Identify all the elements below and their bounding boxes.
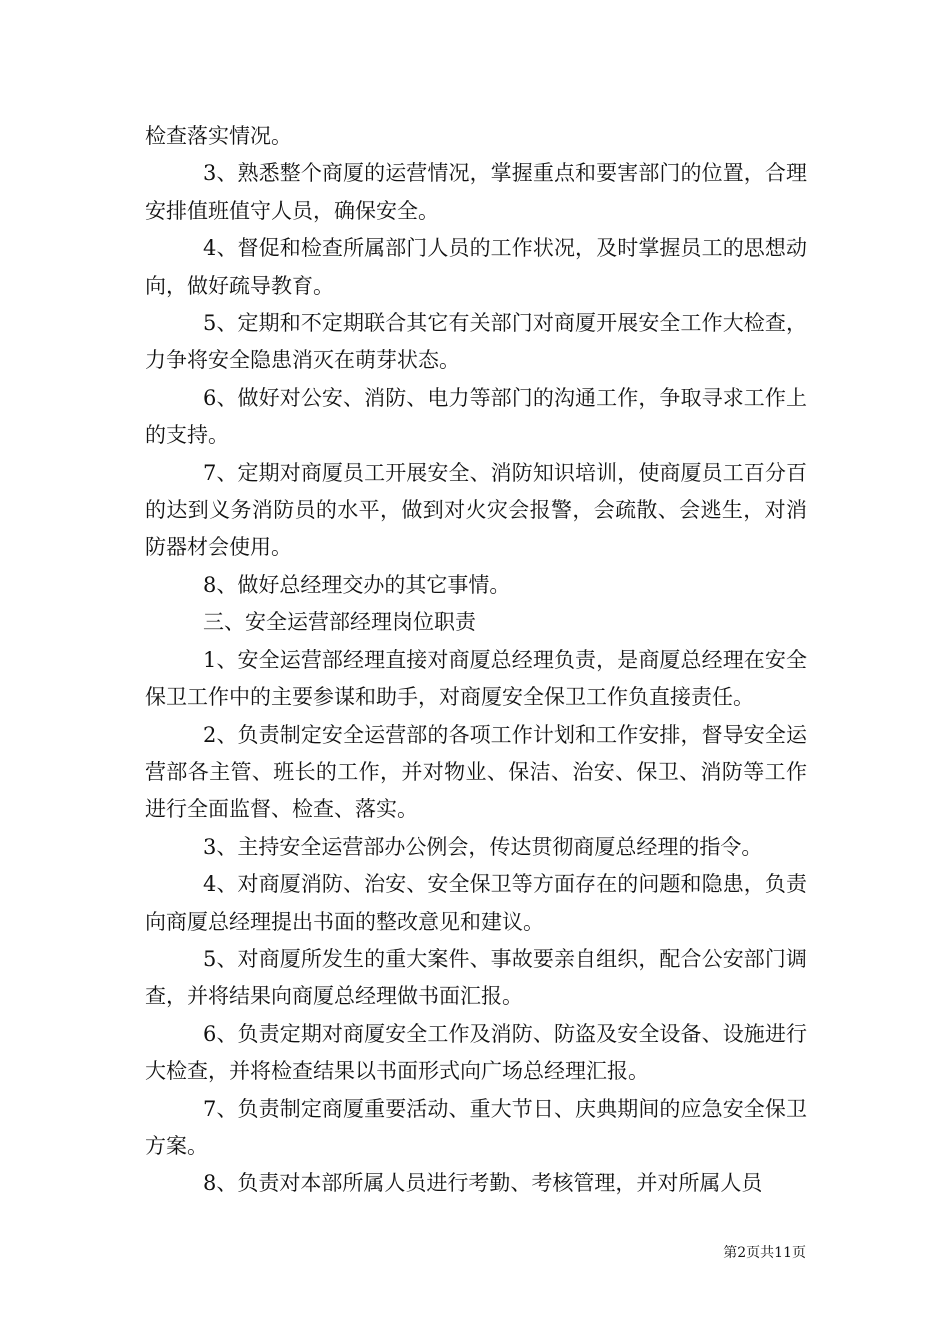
paragraph: 8、负责对本部所属人员进行考勤、考核管理，并对所属人员 bbox=[203, 1171, 763, 1196]
paragraph: 检查落实情况。 bbox=[145, 124, 292, 148]
paragraph: 1、安全运营部经理直接对商厦总经理负责，是商厦总经理在安全保卫工作中的主要参谋和助手，对商厦安全保卫工作负直接责任。 bbox=[145, 647, 807, 710]
paragraph: 6、做好对公安、消防、电力等部门的沟通工作，争取寻求工作上的支持。 bbox=[145, 385, 807, 448]
paragraph: 8、做好总经理交办的其它事情。 bbox=[203, 572, 511, 597]
paragraph: 6、负责定期对商厦安全工作及消防、防盗及安全设备、设施进行大检查，并将检查结果以书面形式向广场总经理汇报。 bbox=[145, 1021, 807, 1084]
paragraph: 5、定期和不定期联合其它有关部门对商厦开展安全工作大检查，力争将安全隐患消灭在萌芽状态。 bbox=[145, 311, 807, 373]
paragraph: 3、熟悉整个商厦的运营情况，掌握重点和要害部门的位置，合理安排值班值守人员，确保安全。 bbox=[145, 161, 807, 223]
paragraph: 2、负责制定安全运营部的各项工作计划和工作安排，督导安全运营部各主管、班长的工作，并对物业、保洁、治安、保卫、消防等工作进行全面监督、检查、落实。 bbox=[145, 722, 807, 822]
paragraph: 3、主持安全运营部办公例会，传达贯彻商厦总经理的指令。 bbox=[203, 834, 763, 859]
paragraph: 7、定期对商厦员工开展安全、消防知识培训，使商厦员工百分百的达到义务消防员的水平，做到对火灾会报警，会疏散、会逃生，对消防器材会使用。 bbox=[145, 460, 807, 560]
section-heading: 三、安全运营部经理岗位职责 bbox=[203, 610, 476, 635]
paragraph: 7、负责制定商厦重要活动、重大节日、庆典期间的应急安全保卫方案。 bbox=[145, 1096, 807, 1158]
paragraph: 5、对商厦所发生的重大案件、事故要亲自组织，配合公安部门调查，并将结果向商厦总经理做书面汇报。 bbox=[145, 946, 807, 1009]
page-number-footer: 第2页共11页 bbox=[723, 1245, 806, 1261]
paragraph: 4、对商厦消防、治安、安全保卫等方面存在的问题和隐患，负责向商厦总经理提出书面的整改意见和建议。 bbox=[145, 872, 807, 934]
paragraph: 4、督促和检查所属部门人员的工作状况，及时掌握员工的思想动向，做好疏导教育。 bbox=[145, 236, 807, 298]
document-body bbox=[145, 118, 807, 1203]
